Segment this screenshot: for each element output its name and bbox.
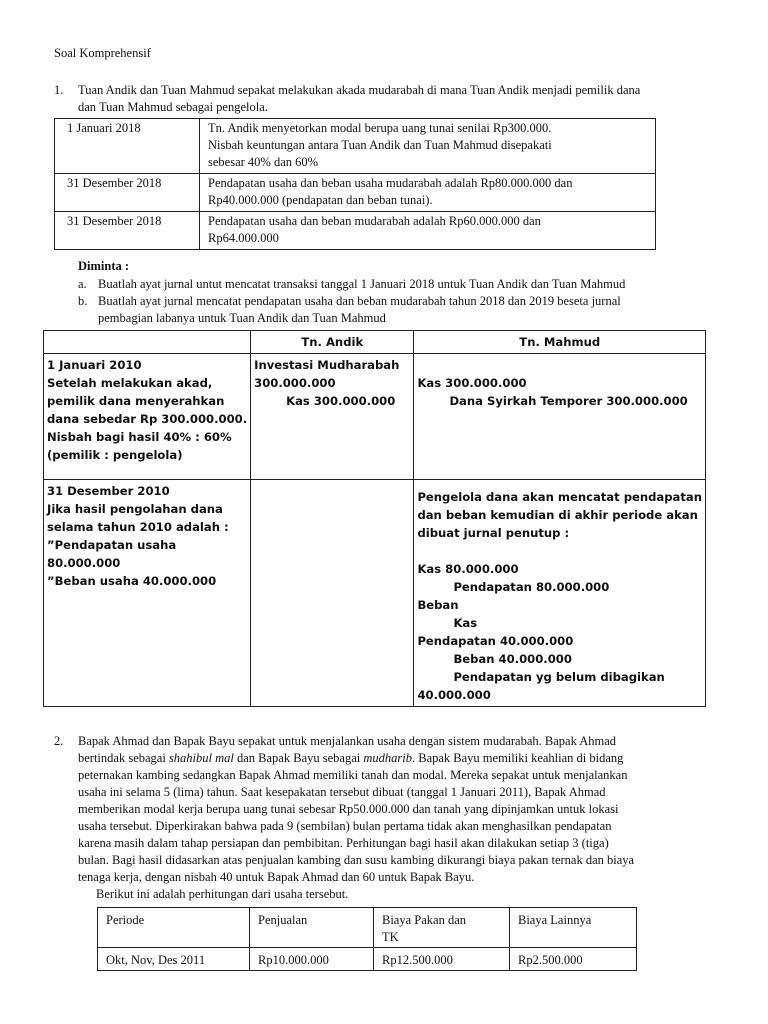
question-2-table xyxy=(97,907,637,971)
entry-line: Pendapatan 80.000.000 xyxy=(453,580,610,594)
question-2-number: 2. xyxy=(54,734,64,748)
date-cell: 31 Desember 2018 xyxy=(55,212,200,250)
entry-line: Kas 300.000.000 xyxy=(286,394,396,408)
journal-row-1 xyxy=(44,354,706,480)
task-marker: a. xyxy=(78,277,87,291)
desc-line: selama tahun 2010 adalah : xyxy=(47,520,229,534)
question-1-intro xyxy=(78,82,640,116)
entry-line: 40.000.000 xyxy=(417,688,491,702)
description-cell xyxy=(200,174,656,212)
task-line: Buatlah ayat jurnal untut mencatat transaksi tanggal 1 Januari 2018 untuk Tuan Andik dan Tuan Mahmud xyxy=(98,277,626,291)
header-line: Biaya Pakan dan xyxy=(382,913,467,927)
andik-entry xyxy=(251,480,414,707)
table-row xyxy=(55,174,656,212)
desc-line: 80.000.000 xyxy=(47,556,121,570)
desc-line: Jika hasil pengolahan dana xyxy=(47,502,223,516)
entry-line: Pendapatan 40.000.000 xyxy=(417,634,574,648)
term-mudharib: mudharib xyxy=(363,751,412,765)
paragraph-line: usaha tersebut. Diperkirakan bahwa pada 9 (sembilan) bulan pertama tidak akan menghasilkan pendapatan xyxy=(78,819,612,833)
table-row xyxy=(55,212,656,250)
question-1-number: 1. xyxy=(54,83,64,97)
paragraph-line: tenaga kerja, dengan nisbah 40 untuk Bapak Ahmad dan 60 untuk Bapak Bayu. xyxy=(78,870,475,884)
paragraph-line: bulan. Bagi hasil didasarkan atas penjualan kambing dan susu kambing dikurangi biaya pakan ternak dan biaya xyxy=(78,853,635,867)
journal-row-2 xyxy=(44,480,706,707)
intro-line: Tuan Andik dan Tuan Mahmud sepakat melakukan akada mudarabah di mana Tuan Andik menjadi pemilik dana xyxy=(78,83,641,97)
header-cell: Tn. Mahmud xyxy=(414,331,706,354)
desc-line: Pendapatan usaha dan beban usaha mudarabah adalah Rp80.000.000 dan xyxy=(208,176,573,190)
paragraph-line: peternakan kambing sedangkan Bapak Ahmad memiliki tanah dan modal. Mereka sepakat untuk menjalankan xyxy=(78,768,628,782)
transaction-description xyxy=(44,354,251,480)
text-run: dan Bapak Bayu sebagai xyxy=(233,751,364,765)
text-run: bertindak sebagai xyxy=(78,751,169,765)
desc-line: dana sebedar Rp 300.000.000. xyxy=(47,412,248,426)
term-shahibul-mal: shahibul mal xyxy=(168,751,234,765)
desc-line: Nisbah keuntungan antara Tuan Andik dan Tuan Mahmud disepakati xyxy=(208,138,552,152)
date-cell: 1 Januari 2018 xyxy=(55,119,200,174)
entry-line: Pengelola dana akan mencatat pendapatan xyxy=(417,490,702,504)
desc-line: 1 Januari 2010 xyxy=(47,358,142,372)
entry-line: dan beban kemudian di akhir periode akan xyxy=(417,508,698,522)
entry-line: Investasi Mudharabah xyxy=(254,358,400,372)
text-run: . Bapak Bayu memiliki keahlian di bidang xyxy=(411,751,624,765)
description-cell xyxy=(200,119,656,174)
header-cell: Penjualan xyxy=(250,908,374,948)
table-row xyxy=(55,119,656,174)
desc-line: Tn. Andik menyetorkan modal berupa uang tunai senilai Rp300.000. xyxy=(208,121,552,135)
desc-line: 31 Desember 2010 xyxy=(47,484,170,498)
task-list xyxy=(78,276,625,327)
desc-line: sebesar 40% dan 60% xyxy=(208,155,319,169)
description-cell xyxy=(200,212,656,250)
task-line: Buatlah ayat jurnal mencatat pendapatan usaha dan beban mudarabah tahun 2018 dan 2019 beseta jurnal xyxy=(98,294,621,308)
table-cell: Rp2.500.000 xyxy=(510,948,637,971)
entry-line: Pendapatan yg belum dibagikan xyxy=(453,670,665,684)
journal-table xyxy=(43,330,706,707)
header-line: TK xyxy=(382,930,399,944)
desc-line: Rp40.000.000 (pendapatan dan beban tunai). xyxy=(208,193,433,207)
header-cell: Biaya Lainnya xyxy=(510,908,637,948)
entry-line: Beban 40.000.000 xyxy=(453,652,572,666)
date-cell: 31 Desember 2018 xyxy=(55,174,200,212)
task-item-a xyxy=(78,276,625,293)
entry-line: Kas 300.000.000 xyxy=(417,376,527,390)
diminta-label: Diminta : xyxy=(78,259,130,273)
header-cell: Periode xyxy=(98,908,250,948)
entry-line: Kas 80.000.000 xyxy=(417,562,519,576)
entry-line: Dana Syirkah Temporer 300.000.000 xyxy=(449,394,688,408)
paragraph-line: memberikan modal kerja berupa uang tunai sebesar Rp50.000.000 dan tanah yang dipinjamkan untuk lokasi xyxy=(78,802,619,816)
table-cell: Rp10.000.000 xyxy=(250,948,374,971)
table-header-row xyxy=(44,331,706,354)
task-line: pembagian labanya untuk Tuan Andik dan Tuan Mahmud xyxy=(98,311,386,325)
transaction-description xyxy=(44,480,251,707)
paragraph-line: Bapak Ahmad dan Bapak Bayu sepakat untuk menjalankan usaha dengan sistem mudarabah. Bapak Ahmad xyxy=(78,734,617,748)
task-marker: b. xyxy=(78,294,88,308)
table-cell: Okt, Nov, Des 2011 xyxy=(98,948,250,971)
entry-line: 300.000.000 xyxy=(254,376,336,390)
intro-line: dan Tuan Mahmud sebagai pengelola. xyxy=(78,100,268,114)
desc-line: Setelah melakukan akad, xyxy=(47,376,213,390)
desc-line: ”Pendapatan usaha xyxy=(47,538,177,552)
desc-line: pemilik dana menyerahkan xyxy=(47,394,225,408)
table-intro: Berikut ini adalah perhitungan dari usaha tersebut. xyxy=(96,887,349,901)
paragraph-line xyxy=(78,750,713,767)
table-header-row xyxy=(98,908,637,948)
desc-line: Nisbah bagi hasil 40% : 60% xyxy=(47,430,232,444)
table-row xyxy=(98,948,637,971)
table-cell: Rp12.500.000 xyxy=(374,948,510,971)
mahmud-entry xyxy=(414,354,706,480)
andik-entry xyxy=(251,354,414,480)
desc-line: (pemilik : pengelola) xyxy=(47,448,183,462)
entry-line: dibuat jurnal penutup : xyxy=(417,526,570,540)
entry-line: Beban xyxy=(417,598,459,612)
question-1-table xyxy=(54,118,656,250)
paragraph-line: karena masih dalam tahap persiapan dan pembibitan. Perhitungan bagi hasil akan dilakukan setiap 3 (tiga) xyxy=(78,836,609,850)
desc-line: ”Beban usaha 40.000.000 xyxy=(47,574,217,588)
header-cell xyxy=(374,908,510,948)
desc-line: Pendapatan usaha dan beban mudarabah adalah Rp60.000.000 dan xyxy=(208,214,541,228)
header-cell: Tn. Andik xyxy=(251,331,414,354)
header-cell xyxy=(44,331,251,354)
paragraph-line: usaha ini selama 5 (lima) tahun. Saat kesepakatan tersebut dibuat (tanggal 1 Januari 2011), Bapak Ahmad xyxy=(78,785,606,799)
entry-line: Kas xyxy=(453,616,478,630)
question-2-paragraph xyxy=(78,733,713,903)
desc-line: Rp64.000.000 xyxy=(208,231,279,245)
task-item-b xyxy=(78,293,625,327)
page-title: Soal Komprehensif xyxy=(54,46,151,60)
mahmud-entry xyxy=(414,480,706,707)
